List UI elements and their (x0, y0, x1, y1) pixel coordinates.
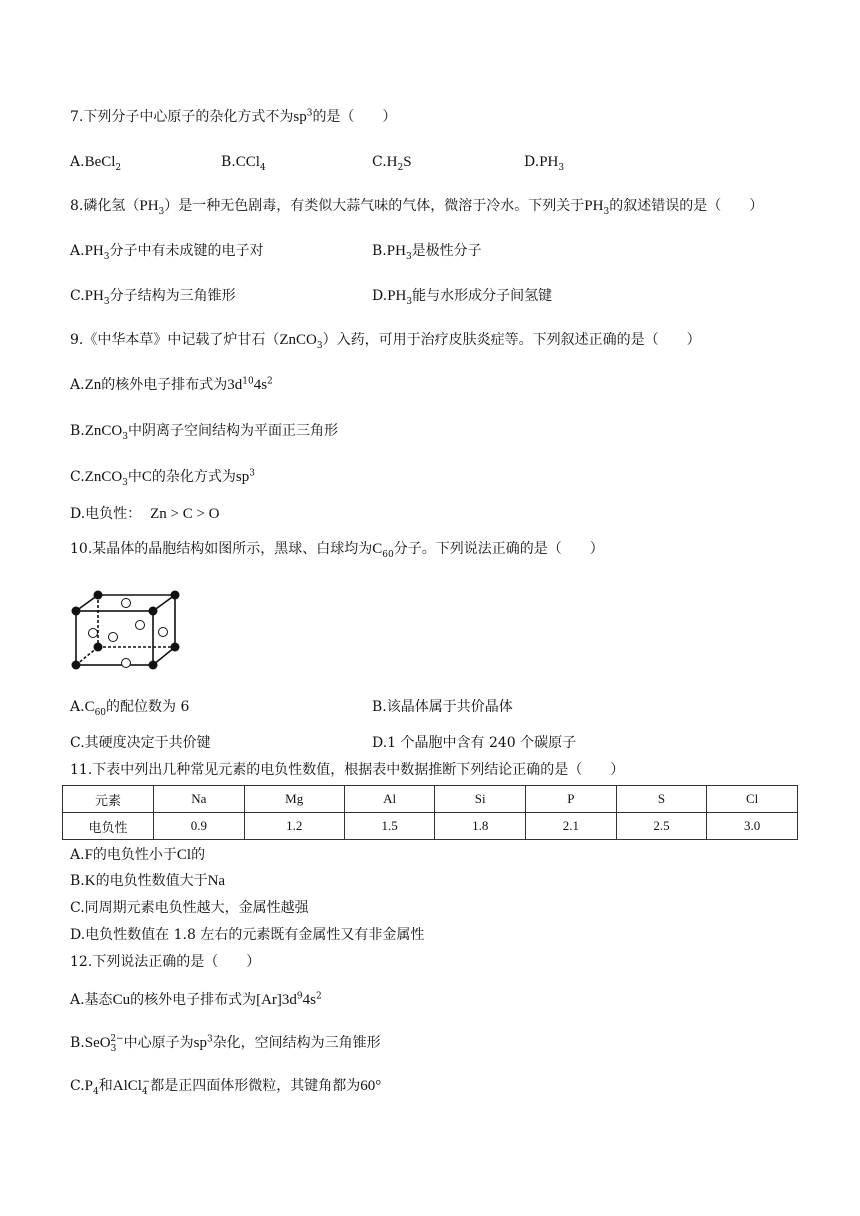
face-ball (89, 629, 98, 638)
q7-option-c: $C.H_2S$ (372, 154, 412, 173)
table-cell: 1.2 (244, 813, 344, 840)
q7-stem: 7.下列分子中心原子的杂化方式不为$sp^3$的是（ ） (70, 108, 397, 125)
table-cell: 0.9 (154, 813, 245, 840)
q10-option-c: C.其硬度决定于共价键 (70, 735, 211, 751)
q8-stem: 8.磷化氢$(PH_3)$是一种无色剧毒，有类似大蒜气味的气体，微溶于冷水。下列关于$PH_3$的叙述错误的是（ ） (70, 198, 764, 217)
table-cell: S (616, 786, 707, 813)
q8-option-b: $B.PH_3$是极性分子 (372, 243, 482, 262)
q11-option-b: B.K的电负性数值大于Na (70, 873, 226, 889)
q10-option-d: D.1 个晶胞中含有 240 个碳原子 (372, 735, 577, 751)
table-cell: Cl (707, 786, 798, 813)
corner-ball (72, 607, 81, 616)
face-ball (136, 621, 145, 630)
table-cell: 2.1 (526, 813, 617, 840)
q12-option-a: A.基态Cu的核外电子排布式为$[Ar]3d^94s^2$ (70, 991, 322, 1008)
q11-option-c: C.同周期元素电负性越大，金属性越强 (70, 900, 309, 916)
q7-option-a: A.BeCl$_2$ (70, 154, 122, 173)
q9-option-c: C.ZnCO$_3$中C的杂化方式为$sp^3$ (70, 468, 255, 488)
q12-option-b: B.SeO$_3^{2-}$中心原子为$sp^3$杂化，空间结构为三角锥形 (70, 1034, 381, 1054)
table-cell: 3.0 (707, 813, 798, 840)
corner-ball (149, 607, 158, 616)
q11-option-d: D.电负性数值在 1.8 左右的元素既有金属性又有非金属性 (70, 927, 425, 943)
q10-option-a: $A.C_{60}$的配位数为 6 (70, 699, 190, 718)
q8-option-c: $C.PH_3$分子结构为三角锥形 (70, 288, 236, 307)
q12-stem: 12.下列说法正确的是（ ） (70, 954, 261, 970)
corner-ball (171, 591, 180, 600)
q8-option-a: $A.PH_3$分子中有未成键的电子对 (70, 243, 264, 262)
table-cell: 元素 (63, 786, 154, 813)
table-cell: 1.5 (344, 813, 435, 840)
table-row (63, 813, 798, 840)
corner-ball (149, 661, 158, 670)
q7-option-d: $D.PH_3$ (524, 154, 565, 173)
electronegativity-table (62, 785, 798, 840)
face-ball (109, 633, 118, 642)
table-cell: 2.5 (616, 813, 707, 840)
q9-option-b: B.ZnCO$_3$中阴离子空间结构为平面正三角形 (70, 423, 338, 442)
table-cell: Al (344, 786, 435, 813)
corner-ball (94, 591, 103, 600)
q9-stem: 9.《中华本草》中记载了炉甘石（ZnCO$_3$）入药，可用于治疗皮肤炎症等。下列叙述正确的是（ ） (70, 332, 701, 351)
q11-stem: 11.下表中列出几种常见元素的电负性数值，根据表中数据推断下列结论正确的是（ ） (70, 762, 625, 778)
table-cell: Mg (244, 786, 344, 813)
face-ball (122, 659, 131, 668)
table-cell: Si (435, 786, 526, 813)
corner-ball (171, 643, 180, 652)
q8-option-d: $D.PH_3$能与水形成分子间氢键 (372, 288, 553, 307)
table-cell: 电负性 (63, 813, 154, 840)
crystal-cell-diagram (66, 585, 188, 675)
table-cell: P (526, 786, 617, 813)
q12-option-c: $C.P_4$和AlCl$_4$−都是正四面体形微粒，其键角都为60° (70, 1077, 382, 1097)
q10-option-b: B.该晶体属于共价晶体 (372, 699, 513, 715)
q11-option-a: A.F的电负性小于Cl的 (70, 847, 206, 863)
corner-ball (94, 643, 103, 652)
q10-stem: 10.某晶体的晶胞结构如图所示，黑球、白球均为$C_{60}$分子。下列说法正确的是（ ） (70, 541, 604, 560)
q9-option-a: A.Zn的核外电子排布式为$3d^{10}4s^2$ (70, 376, 273, 393)
corner-ball (72, 661, 81, 670)
table-cell: 1.8 (435, 813, 526, 840)
table-cell: Na (154, 786, 245, 813)
q9-option-d: D.电负性： Zn > C > O (70, 506, 220, 522)
face-ball (122, 599, 131, 608)
face-ball (159, 628, 168, 637)
q7-option-b: B.CCl$_4$ (221, 154, 266, 173)
table-row (63, 786, 798, 813)
